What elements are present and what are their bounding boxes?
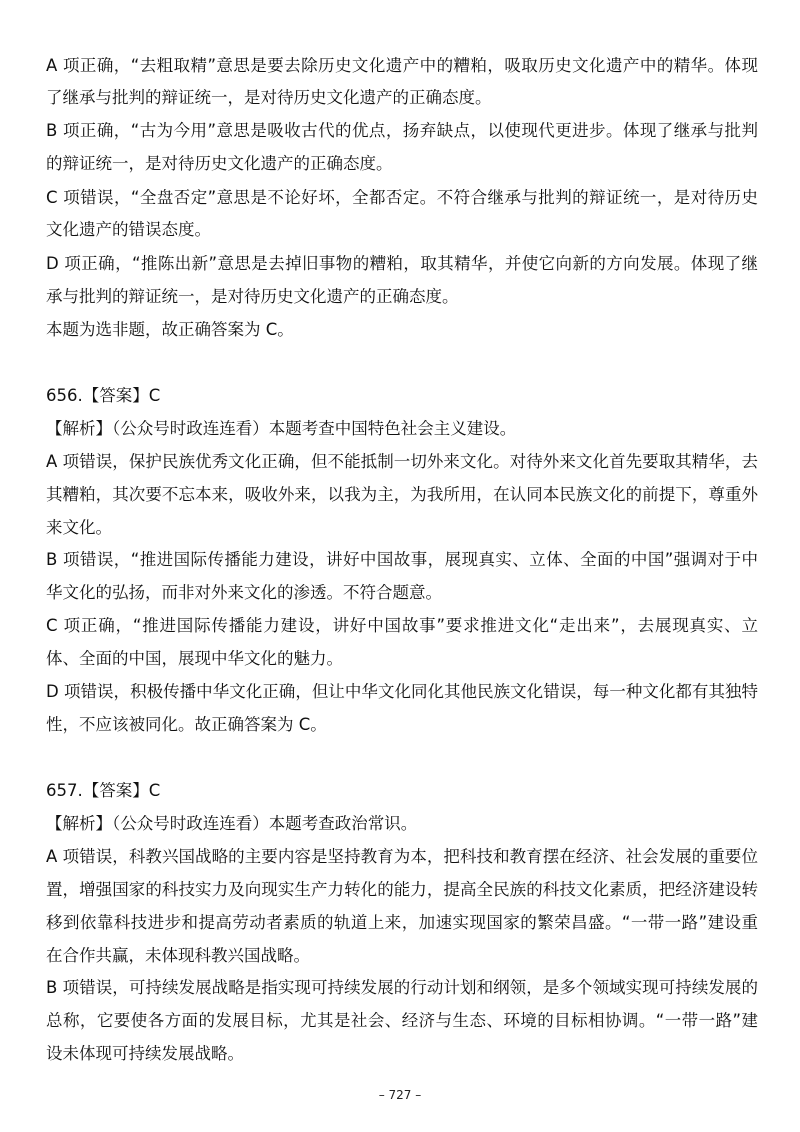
text-line: 置，增强国家的科技实力及向现实生产力转化的能力，提高全民族的科技文化素质，把经济建设转 — [46, 880, 758, 899]
text-line: D 项正确，“推陈出新”意思是去掉旧事物的糟粕，取其精华，并使它向新的方向发展。体现了继 — [46, 254, 758, 273]
text-line: 其糟粕，其次要不忘本来，吸收外来，以我为主，为我所用，在认同本民族文化的前提下，尊重外 — [46, 485, 758, 504]
page-number: – 727 – — [378, 1088, 422, 1102]
text-line: C 项错误，“全盘否定”意思是不论好坏，全都否定。不符合继承与批判的辩证统一，是对待历史 — [46, 188, 758, 207]
text-line: 设未体现可持续发展战略。 — [46, 1044, 244, 1063]
text-line: D 项错误，积极传播中华文化正确，但让中华文化同化其他民族文化错误，每一种文化都有其独特 — [46, 682, 758, 701]
text-line: 的辩证统一，是对待历史文化遗产的正确态度。 — [46, 154, 393, 173]
text-line: B 项正确，“古为今用”意思是吸收古代的优点，扬弃缺点，以使现代更进步。体现了继承与批判 — [46, 121, 758, 140]
text-line: B 项错误，“推进国际传播能力建设，讲好中国故事，展现真实、立体、全面的中国”强调对于中 — [46, 550, 758, 569]
text-line: 华文化的弘扬，而非对外来文化的渗透。不符合题意。 — [46, 583, 442, 602]
question-heading: 657.【答案】C — [46, 781, 161, 800]
text-line: 【解析】（公众号时政连连看）本题考查中国特色社会主义建设。 — [46, 419, 517, 438]
text-line: B 项错误，可持续发展战略是指实现可持续发展的行动计划和纲领，是多个领域实现可持续发展的 — [46, 978, 758, 997]
text-line: A 项正确，“去粗取精”意思是要去除历史文化遗产中的糟粕，吸取历史文化遗产中的精华。体现 — [46, 56, 758, 75]
text-line: 来文化。 — [46, 518, 112, 537]
text-line: A 项错误，科教兴国战略的主要内容是坚持教育为本，把科技和教育摆在经济、社会发展的重要位 — [46, 847, 758, 866]
text-line: 总称，它要使各方面的发展目标，尤其是社会、经济与生态、环境的目标相协调。“一带一路”建 — [46, 1011, 758, 1030]
text-line: C 项正确，“推进国际传播能力建设，讲好中国故事”要求推进文化“走出来”，去展现真实、立 — [46, 616, 758, 635]
text-line: 体、全面的中国，展现中华文化的魅力。 — [46, 649, 343, 668]
text-line: A 项错误，保护民族优秀文化正确，但不能抵制一切外来文化。对待外来文化首先要取其精华，去 — [46, 452, 758, 471]
text-line: 【解析】（公众号时政连连看）本题考查政治常识。 — [46, 814, 418, 833]
text-line: 性，不应该被同化。故正确答案为 C。 — [46, 715, 327, 734]
text-line: 在合作共赢，未体现科教兴国战略。 — [46, 946, 310, 965]
question-heading: 656.【答案】C — [46, 386, 161, 405]
text-line: 移到依靠科技进步和提高劳动者素质的轨道上来，加速实现国家的繁荣昌盛。“一带一路”建设重 — [46, 913, 758, 932]
text-line: 本题为选非题，故正确答案为 C。 — [46, 320, 294, 339]
text-line: 了继承与批判的辩证统一，是对待历史文化遗产的正确态度。 — [46, 88, 492, 107]
text-line: 文化遗产的错误态度。 — [46, 220, 211, 239]
text-line: 承与批判的辩证统一，是对待历史文化遗产的正确态度。 — [46, 287, 459, 306]
